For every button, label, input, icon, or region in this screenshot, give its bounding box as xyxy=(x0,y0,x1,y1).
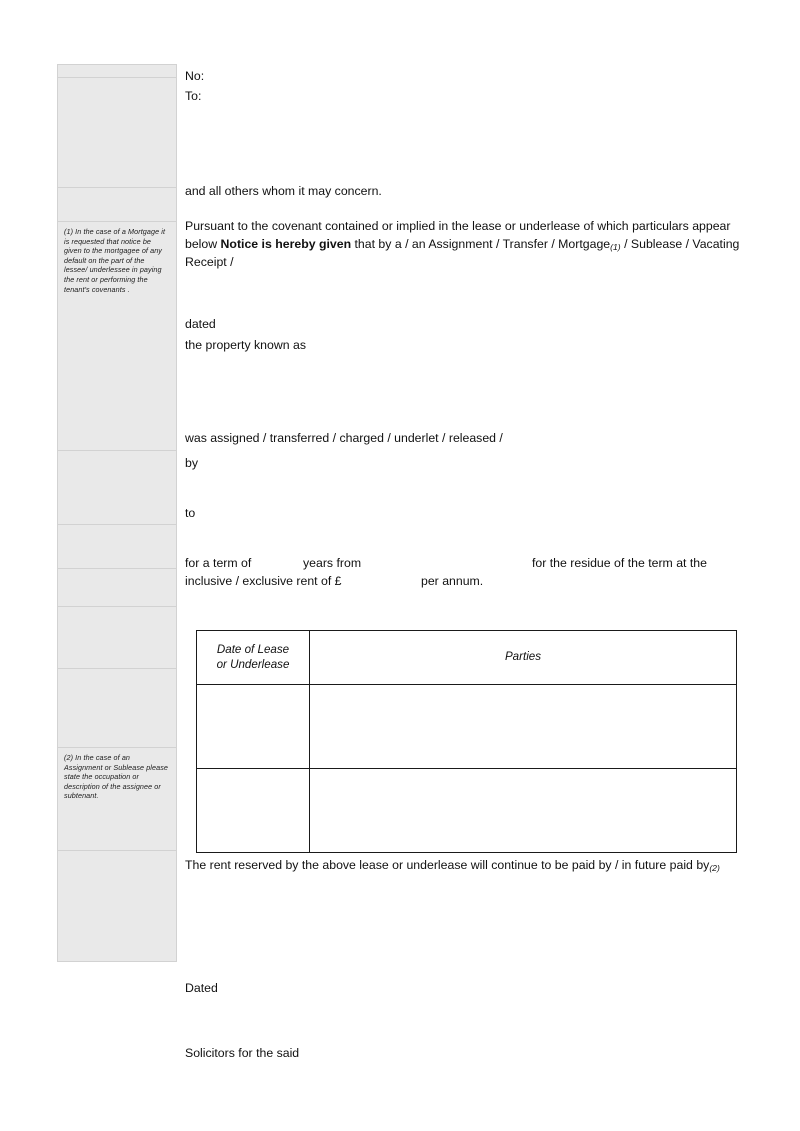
footnote-2-text: (2) In the case of an Assignment or Sublease please state the occupation or description of the assignee or subtenant. xyxy=(64,753,168,801)
pursuant-part-1: Pursuant to the covenant contained or implied in the lease or underlease of which particulars appear below xyxy=(185,219,731,251)
solicitors-for-the-said-label: Solicitors for the said xyxy=(185,1046,300,1060)
term-segment-rent-of: inclusive / exclusive rent of £ xyxy=(185,573,342,588)
note-cell-empty-7 xyxy=(58,607,176,669)
particulars-table xyxy=(196,630,737,853)
note-cell-empty-2 xyxy=(58,78,176,188)
table-row xyxy=(197,769,737,853)
term-line-block xyxy=(185,555,741,590)
all-others-concern-line: and all others whom it may concern. xyxy=(185,184,382,198)
disposal-options-line: was assigned / transferred / charged / underlet / released / xyxy=(185,431,503,445)
property-known-as-label: the property known as xyxy=(185,338,306,352)
term-segment-per-annum: per annum. xyxy=(421,573,484,588)
term-segment-for-a-term-of: for a term of xyxy=(185,556,252,570)
note-cell-empty-8 xyxy=(58,669,176,748)
note-cell-empty-1 xyxy=(58,65,176,78)
term-segment-residue: for the residue of the term at the xyxy=(532,556,707,570)
note-cell-footnote-1 xyxy=(58,222,176,451)
pursuant-part-3: / Sublease / Vacating Receipt / xyxy=(185,236,740,269)
table-cell-parties[interactable] xyxy=(310,685,737,769)
to-field-label: To: xyxy=(185,89,202,103)
table-header-date-line2: or Underlease xyxy=(216,657,290,671)
table-header-row xyxy=(197,631,737,685)
table-header-parties: Parties xyxy=(310,631,737,685)
by-label: by xyxy=(185,456,198,470)
table-header-date-line1: Date of Lease xyxy=(216,643,290,656)
margin-notes-column xyxy=(57,64,177,962)
dated-footer-label: Dated xyxy=(185,981,218,995)
note-cell-empty-3 xyxy=(58,188,176,222)
term-segment-years-from: years from xyxy=(303,556,362,570)
rent-paragraph-text: The rent reserved by the above lease or underlease will continue to be paid by / in future paid by xyxy=(185,858,710,872)
table-cell-date[interactable] xyxy=(197,769,310,853)
note-cell-empty-5 xyxy=(58,525,176,569)
table-row xyxy=(197,685,737,769)
footnote-marker-2: (2) xyxy=(709,863,720,873)
note-cell-footnote-2 xyxy=(58,748,176,851)
table-header-date xyxy=(197,631,310,685)
table-cell-date[interactable] xyxy=(197,685,310,769)
pursuant-part-2: that by a / an Assignment / Transfer / Mortgage xyxy=(351,236,611,251)
note-cell-empty-4 xyxy=(58,451,176,525)
note-cell-empty-6 xyxy=(58,569,176,607)
to-label-second: to xyxy=(185,506,196,520)
rent-reserved-paragraph xyxy=(185,857,725,876)
pursuant-paragraph xyxy=(185,218,741,272)
table-cell-parties[interactable] xyxy=(310,769,737,853)
note-cell-empty-9 xyxy=(58,851,176,962)
notice-hereby-given-bold: Notice is hereby given xyxy=(220,236,352,251)
footnote-marker-1: (1) xyxy=(610,241,621,252)
footnote-1-text: (1) In the case of a Mortgage it is requested that notice be given to the mortgagee of any default on the part of the lessee/ underlessee in paying the rent or performing the tenant's covenants . xyxy=(64,227,166,294)
number-field-label: No: xyxy=(185,69,205,83)
dated-label: dated xyxy=(185,317,216,331)
